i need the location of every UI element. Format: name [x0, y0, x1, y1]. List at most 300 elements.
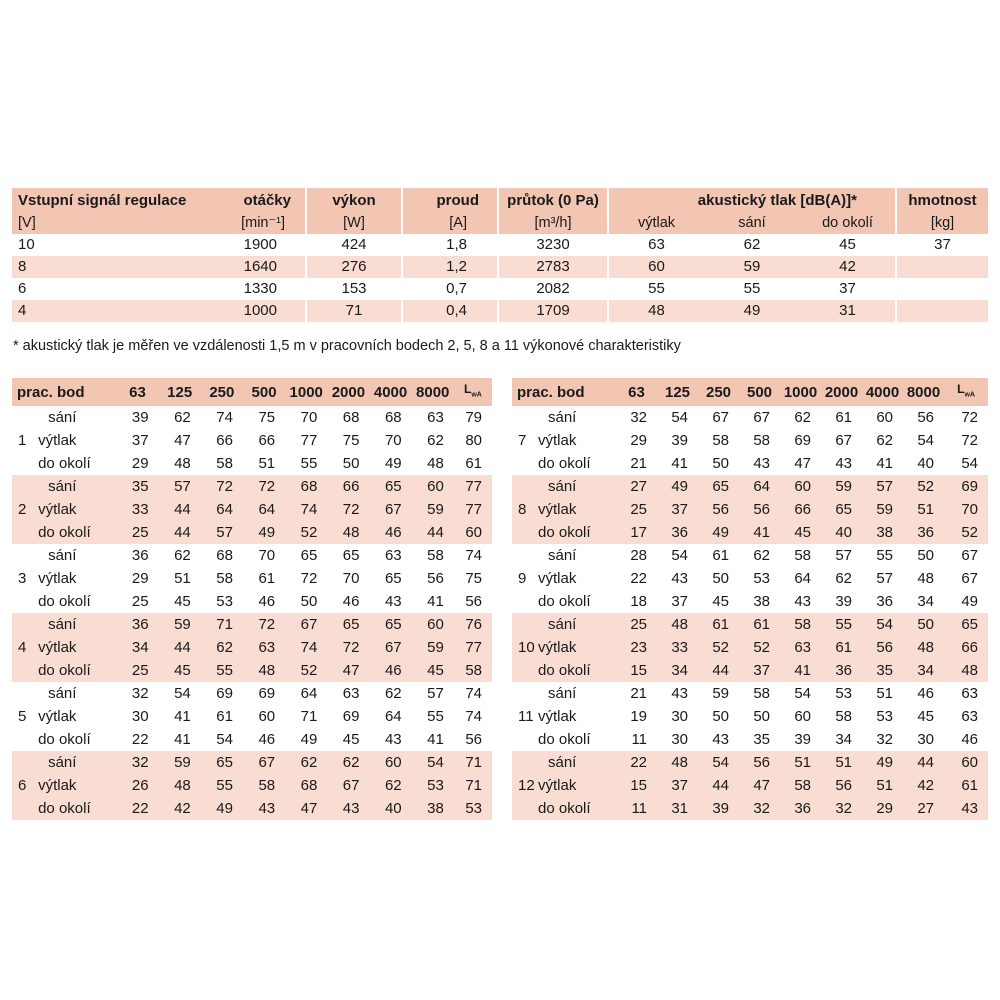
band-header-lwa-sub: wA — [964, 391, 975, 399]
band-row — [512, 475, 988, 498]
spec-cell-vykon: 153 — [306, 278, 402, 300]
band-row-label: sání — [548, 409, 577, 427]
band-cell: 45 — [342, 731, 360, 749]
band-row — [12, 774, 492, 797]
band-row — [12, 475, 492, 498]
band-cell: 60 — [794, 708, 812, 726]
band-cell-lwa: 72 — [961, 432, 979, 450]
band-row — [12, 452, 492, 475]
band-cell: 46 — [258, 731, 276, 749]
band-cell: 69 — [794, 432, 812, 450]
band-cell: 44 — [174, 524, 191, 542]
band-cell: 37 — [671, 777, 689, 795]
band-header-lwa-main: L — [957, 382, 965, 396]
band-cell: 63 — [258, 639, 276, 657]
band-body — [12, 406, 492, 820]
band-cell: 51 — [876, 685, 894, 703]
band-cell: 67 — [384, 501, 402, 519]
band-cell: 22 — [630, 570, 648, 588]
band-cell: 51 — [258, 455, 276, 473]
band-cell: 55 — [835, 616, 853, 634]
band-cell: 67 — [384, 639, 402, 657]
band-cell: 43 — [671, 570, 689, 588]
spec-unit-vytlak: výtlak — [608, 212, 704, 234]
band-cell: 61 — [835, 639, 853, 657]
band-cell: 57 — [216, 524, 233, 542]
band-cell: 30 — [131, 708, 149, 726]
band-cell: 67 — [712, 409, 730, 427]
band-cell: 52 — [300, 662, 318, 680]
band-cell: 67 — [258, 754, 276, 772]
band-row — [12, 797, 492, 820]
band-row — [512, 797, 988, 820]
band-cell: 57 — [835, 547, 853, 565]
spec-cell-vykon: 424 — [306, 234, 402, 256]
band-cell: 38 — [427, 800, 444, 818]
band-cell: 45 — [174, 593, 191, 611]
band-cell: 29 — [131, 455, 149, 473]
band-cell: 54 — [174, 685, 191, 703]
band-cell: 57 — [876, 570, 894, 588]
band-cell-lwa: 74 — [465, 685, 482, 703]
spec-cell-otacky: 1640 — [243, 258, 277, 275]
band-cell: 59 — [427, 501, 444, 519]
spec-unit-do-okoli: do okolí — [822, 215, 873, 231]
band-cell: 48 — [342, 524, 360, 542]
band-cell: 53 — [876, 708, 894, 726]
band-cell: 59 — [174, 616, 191, 634]
band-point-number: 6 — [18, 777, 27, 795]
spec-row — [12, 278, 988, 300]
band-cell: 57 — [876, 478, 894, 496]
band-cell: 54 — [876, 616, 894, 634]
band-cell: 65 — [216, 754, 233, 772]
band-row — [12, 659, 492, 682]
band-row-label: sání — [48, 478, 77, 496]
spec-row — [12, 256, 988, 278]
band-point-number: 9 — [518, 570, 527, 588]
band-cell: 66 — [342, 478, 360, 496]
band-cell: 62 — [427, 432, 444, 450]
band-cell: 67 — [835, 432, 853, 450]
spec-cell-proud: 0,7 — [402, 278, 498, 300]
band-cell: 22 — [131, 800, 149, 818]
band-header-freq: 500 — [747, 383, 773, 401]
spec-cell-sani: 55 — [743, 280, 761, 297]
band-cell: 62 — [384, 777, 402, 795]
band-cell: 66 — [794, 501, 812, 519]
band-cell: 49 — [712, 524, 730, 542]
band-cell: 72 — [300, 570, 318, 588]
band-cell: 19 — [630, 708, 648, 726]
band-cell: 18 — [630, 593, 648, 611]
band-cell: 72 — [258, 478, 276, 496]
band-row-label: do okolí — [538, 731, 591, 749]
band-cell: 65 — [342, 547, 360, 565]
spec-unit-hmotnost: [kg] — [896, 212, 988, 234]
band-cell-lwa: 58 — [465, 662, 482, 680]
spec-cell-vykon: 276 — [306, 256, 402, 278]
band-header-row — [512, 378, 988, 406]
band-cell: 34 — [917, 593, 935, 611]
band-cell: 48 — [427, 455, 444, 473]
band-row-label: do okolí — [38, 731, 91, 749]
band-cell: 55 — [216, 777, 233, 795]
spec-cell-prutok: 2783 — [498, 256, 608, 278]
band-cell: 62 — [384, 685, 402, 703]
band-cell-lwa: 71 — [465, 754, 482, 772]
spec-cell-signal: 8 — [18, 258, 27, 275]
band-row — [512, 590, 988, 613]
band-cell: 55 — [427, 708, 444, 726]
spec-cell-do-okoli: 45 — [839, 236, 856, 253]
band-cell: 59 — [876, 501, 894, 519]
band-cell: 62 — [342, 754, 360, 772]
band-cell: 40 — [384, 800, 402, 818]
band-cell-lwa: 63 — [961, 708, 979, 726]
band-row-label: výtlak — [38, 708, 77, 726]
band-cell: 43 — [835, 455, 853, 473]
band-point-number: 2 — [18, 501, 27, 519]
band-cell: 15 — [630, 777, 648, 795]
band-cell: 68 — [300, 777, 318, 795]
band-cell: 60 — [384, 754, 402, 772]
spec-header-akusticky: akustický tlak [dB(A)]* — [608, 188, 896, 212]
band-cell: 70 — [300, 409, 318, 427]
band-cell: 52 — [300, 524, 318, 542]
band-cell: 34 — [671, 662, 689, 680]
footnote: * akustický tlak je měřen ve vzdálenosti 1,5 m v pracovních bodech 2, 5, 8 a 11 výkonové charakteristiky — [13, 338, 681, 354]
band-cell: 42 — [917, 777, 935, 795]
spec-unit-signal: [V] — [18, 215, 36, 231]
band-row-label: do okolí — [538, 593, 591, 611]
band-header-freq: 125 — [167, 383, 193, 401]
band-row — [12, 682, 492, 705]
spec-header-row — [12, 188, 988, 212]
band-cell: 58 — [427, 547, 444, 565]
band-cell: 72 — [216, 478, 233, 496]
band-row-label: sání — [548, 547, 577, 565]
band-cell: 42 — [174, 800, 191, 818]
band-cell-lwa: 69 — [961, 478, 979, 496]
band-header-freq: 500 — [251, 383, 277, 401]
band-cell: 23 — [630, 639, 648, 657]
band-cell: 29 — [876, 800, 894, 818]
band-cell: 67 — [300, 616, 318, 634]
band-cell: 60 — [794, 478, 812, 496]
band-cell: 41 — [671, 455, 689, 473]
band-header-freq: 4000 — [373, 383, 408, 401]
band-header-freq: 8000 — [416, 383, 450, 401]
band-cell: 37 — [671, 501, 689, 519]
spec-row — [12, 300, 988, 322]
band-cell: 56 — [753, 754, 771, 772]
band-header-row — [12, 378, 492, 406]
band-header-freq: 63 — [628, 383, 645, 401]
band-cell: 48 — [258, 662, 276, 680]
band-header-freq: 8000 — [906, 383, 941, 401]
band-cell: 62 — [835, 570, 853, 588]
band-cell: 58 — [216, 570, 233, 588]
band-cell: 26 — [131, 777, 149, 795]
band-cell: 58 — [753, 685, 771, 703]
band-cell: 40 — [917, 455, 935, 473]
band-cell: 15 — [630, 662, 648, 680]
band-row — [12, 728, 492, 751]
band-header-freq: 4000 — [865, 383, 900, 401]
band-cell: 74 — [216, 409, 233, 427]
band-cell: 66 — [216, 432, 233, 450]
band-cell: 47 — [753, 777, 771, 795]
band-cell: 45 — [174, 662, 191, 680]
band-header-freq: 2000 — [824, 383, 859, 401]
band-cell: 58 — [794, 616, 812, 634]
band-cell: 43 — [671, 685, 689, 703]
band-cell: 49 — [384, 455, 402, 473]
band-cell: 64 — [794, 570, 812, 588]
band-cell: 39 — [794, 731, 812, 749]
band-cell: 77 — [300, 432, 318, 450]
band-row-label: do okolí — [38, 455, 91, 473]
band-cell: 25 — [131, 524, 149, 542]
band-cell: 70 — [342, 570, 360, 588]
band-cell-lwa: 61 — [961, 777, 979, 795]
band-cell: 70 — [258, 547, 276, 565]
band-row — [512, 429, 988, 452]
band-cell: 51 — [876, 777, 894, 795]
band-cell: 34 — [917, 662, 935, 680]
band-cell: 27 — [917, 800, 935, 818]
band-cell: 25 — [131, 593, 149, 611]
band-cell: 67 — [342, 777, 360, 795]
band-cell-lwa: 70 — [961, 501, 979, 519]
band-cell: 63 — [384, 547, 402, 565]
band-row-label: do okolí — [38, 593, 91, 611]
band-row — [512, 544, 988, 567]
band-cell: 65 — [300, 547, 318, 565]
band-cell: 34 — [835, 731, 853, 749]
band-row-label: výtlak — [38, 639, 77, 657]
band-cell: 68 — [216, 547, 233, 565]
band-cell: 72 — [258, 616, 276, 634]
spec-header-vykon: výkon — [306, 188, 402, 212]
band-row-label: výtlak — [38, 777, 77, 795]
spec-cell-otacky: 1330 — [243, 280, 277, 297]
band-cell: 34 — [131, 639, 149, 657]
band-cell: 46 — [258, 593, 276, 611]
band-cell: 61 — [216, 708, 233, 726]
band-cell: 55 — [300, 455, 318, 473]
band-row-label: sání — [548, 616, 577, 634]
band-cell: 58 — [835, 708, 853, 726]
band-header-point: prac. bod — [17, 383, 85, 401]
band-cell: 59 — [835, 478, 853, 496]
band-cell: 58 — [216, 455, 233, 473]
band-cell-lwa: 77 — [465, 501, 482, 519]
band-cell: 65 — [384, 478, 402, 496]
band-cell: 67 — [753, 409, 771, 427]
band-cell: 72 — [342, 501, 360, 519]
band-cell: 51 — [917, 501, 935, 519]
band-cell: 33 — [131, 501, 149, 519]
band-cell-lwa: 77 — [465, 478, 482, 496]
band-header-lwa — [454, 378, 492, 406]
band-cell: 43 — [384, 731, 402, 749]
band-cell-lwa: 77 — [465, 639, 482, 657]
band-cell: 68 — [300, 478, 318, 496]
band-cell: 52 — [917, 478, 935, 496]
band-cell: 61 — [712, 547, 730, 565]
spec-cell-proud: 1,2 — [402, 256, 498, 278]
band-cell: 70 — [384, 432, 402, 450]
band-cell: 50 — [342, 455, 360, 473]
band-cell: 31 — [671, 800, 689, 818]
band-row-label: sání — [48, 409, 77, 427]
band-cell: 41 — [174, 708, 191, 726]
band-cell: 68 — [342, 409, 360, 427]
band-header-point: prac. bod — [517, 383, 585, 401]
band-cell: 39 — [835, 593, 853, 611]
spec-body — [12, 234, 988, 322]
spec-header-proud: proud — [402, 188, 498, 212]
band-cell-lwa: 56 — [465, 731, 482, 749]
band-cell: 59 — [712, 685, 730, 703]
band-row-label: výtlak — [538, 432, 577, 450]
band-cell: 57 — [427, 685, 444, 703]
band-row-label: sání — [548, 754, 577, 772]
band-cell: 51 — [794, 754, 812, 772]
band-cell: 30 — [671, 731, 689, 749]
band-cell: 52 — [753, 639, 771, 657]
band-cell: 35 — [876, 662, 894, 680]
band-cell: 64 — [300, 685, 318, 703]
band-point-number: 10 — [518, 639, 535, 657]
band-cell-lwa: 66 — [961, 639, 979, 657]
band-cell: 32 — [876, 731, 894, 749]
band-cell: 29 — [630, 432, 648, 450]
band-row — [512, 774, 988, 797]
band-cell-lwa: 60 — [465, 524, 482, 542]
band-cell: 33 — [671, 639, 689, 657]
spec-cell-otacky: 1900 — [243, 236, 277, 253]
band-row — [12, 429, 492, 452]
band-cell: 61 — [712, 616, 730, 634]
band-cell: 59 — [427, 639, 444, 657]
spec-cell-sani: 62 — [743, 236, 761, 253]
band-cell: 53 — [427, 777, 444, 795]
band-cell: 53 — [753, 570, 771, 588]
band-row — [12, 567, 492, 590]
spec-header-hmotnost: hmotnost — [896, 188, 988, 212]
band-cell: 41 — [427, 731, 444, 749]
band-cell: 22 — [630, 754, 648, 772]
band-cell: 47 — [794, 455, 812, 473]
band-cell: 32 — [131, 685, 149, 703]
band-row — [512, 636, 988, 659]
band-cell: 49 — [876, 754, 894, 772]
band-cell: 50 — [917, 547, 935, 565]
band-point-number: 4 — [18, 639, 27, 657]
band-cell: 41 — [876, 455, 894, 473]
band-cell-lwa: 72 — [961, 409, 979, 427]
band-row — [12, 751, 492, 774]
band-row-label: výtlak — [538, 570, 577, 588]
band-cell: 21 — [630, 455, 648, 473]
band-cell-lwa: 63 — [961, 685, 979, 703]
spec-cell-signal: 6 — [18, 280, 27, 297]
band-cell: 43 — [794, 593, 812, 611]
octave-band-table-right — [512, 378, 988, 820]
band-point-number: 5 — [18, 708, 27, 726]
band-cell: 61 — [835, 409, 853, 427]
band-row — [512, 751, 988, 774]
band-row-label: do okolí — [38, 524, 91, 542]
band-cell: 54 — [794, 685, 812, 703]
band-cell: 43 — [384, 593, 402, 611]
band-cell: 35 — [131, 478, 149, 496]
spec-cell-do-okoli: 31 — [839, 302, 856, 319]
band-cell: 44 — [917, 754, 935, 772]
band-header-freq: 250 — [706, 383, 732, 401]
band-header-freq: 250 — [209, 383, 235, 401]
band-cell: 72 — [342, 639, 360, 657]
band-cell: 61 — [258, 570, 276, 588]
band-cell: 44 — [174, 501, 191, 519]
spec-cell-vytlak: 55 — [608, 278, 704, 300]
spec-unit-prutok: [m³/h] — [498, 212, 608, 234]
band-cell: 56 — [917, 409, 935, 427]
band-cell: 36 — [131, 616, 149, 634]
band-cell: 49 — [300, 731, 318, 749]
band-cell: 44 — [712, 777, 730, 795]
band-header-lwa — [944, 378, 988, 406]
band-cell: 54 — [712, 754, 730, 772]
band-cell: 53 — [835, 685, 853, 703]
band-cell: 58 — [258, 777, 276, 795]
band-cell: 11 — [631, 731, 648, 749]
band-cell: 65 — [835, 501, 853, 519]
band-cell: 60 — [876, 409, 894, 427]
band-cell: 62 — [174, 547, 191, 565]
band-row — [12, 498, 492, 521]
band-cell: 56 — [876, 639, 894, 657]
band-cell: 30 — [917, 731, 935, 749]
band-cell: 63 — [794, 639, 812, 657]
band-cell: 32 — [835, 800, 853, 818]
band-cell: 11 — [631, 800, 648, 818]
band-cell: 36 — [917, 524, 935, 542]
spec-header-prutok: průtok (0 Pa) — [498, 188, 608, 212]
band-cell: 44 — [427, 524, 444, 542]
band-row — [12, 544, 492, 567]
band-cell: 58 — [712, 432, 730, 450]
band-row-label: sání — [48, 754, 77, 772]
band-cell: 47 — [174, 432, 191, 450]
band-cell: 41 — [174, 731, 191, 749]
octave-band-table-left — [12, 378, 492, 820]
band-row — [12, 590, 492, 613]
band-cell: 62 — [216, 639, 233, 657]
band-cell: 58 — [794, 547, 812, 565]
band-cell-lwa: 71 — [465, 777, 482, 795]
band-cell: 68 — [384, 409, 402, 427]
spec-cell-vytlak: 48 — [608, 300, 704, 322]
band-cell: 21 — [630, 685, 648, 703]
band-cell: 56 — [753, 501, 771, 519]
band-cell: 48 — [671, 616, 689, 634]
band-row — [512, 659, 988, 682]
band-cell: 41 — [794, 662, 812, 680]
